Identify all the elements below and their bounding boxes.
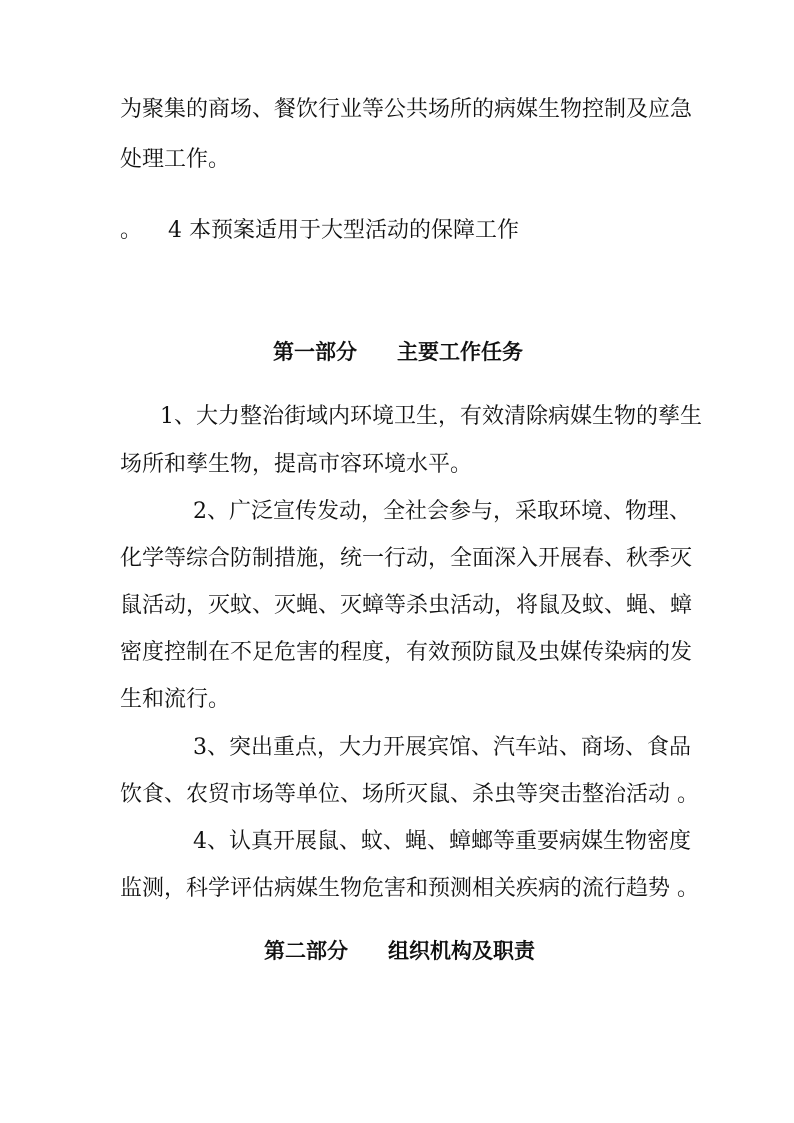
item-1-line-1: 1、大力整治街域内环境卫生，有效清除病媒生物的孳生 (160, 404, 702, 429)
section-2-heading-number: 第二部分 (264, 939, 348, 963)
item-3-line-1: 3、突出重点，大力开展宾馆、汽车站、商场、食品 (193, 735, 691, 760)
item-1-line-2: 场所和孳生物，提高市容环境水平。 (120, 452, 473, 477)
clause-4-text: 4 本预案适用于大型活动的保障工作 (168, 218, 519, 243)
item-2-line-1: 2、广泛宣传发动，全社会参与，采取环境、物理、 (193, 499, 691, 524)
section-1-heading-title: 主要工作任务 (397, 340, 523, 364)
item-2-line-4: 密度控制在不足危害的程度，有效预防鼠及虫媒传染病的发 (120, 640, 693, 665)
intro-line-2: 处理工作。 (120, 147, 231, 172)
clause-4-mark: 。 (120, 218, 143, 243)
section-2-heading (264, 937, 535, 965)
item-2-line-3: 鼠活动，灭蚊、灭蝇、灭蟑等杀虫活动，将鼠及蚊、蝇、蟑 (120, 593, 693, 618)
item-4-line-1: 4、认真开展鼠、蚊、蝇、蟑螂等重要病媒生物密度 (193, 829, 691, 854)
section-1-heading (273, 338, 523, 366)
item-4-line-2: 监测，科学评估病媒生物危害和预测相关疾病的流行趋势 。 (120, 876, 699, 901)
item-2-line-2: 化学等综合防制措施，统一行动，全面深入开展春、秋季灭 (120, 546, 693, 571)
intro-line-1: 为聚集的商场、餐饮行业等公共场所的病媒生物控制及应急 (120, 97, 693, 122)
section-2-heading-title: 组织机构及职责 (388, 939, 535, 963)
item-2-line-5: 生和流行。 (120, 687, 231, 712)
item-3-line-2: 饮食、农贸市场等单位、场所灭鼠、杀虫等突击整治活动 。 (120, 782, 699, 807)
section-1-heading-number: 第一部分 (273, 340, 357, 364)
